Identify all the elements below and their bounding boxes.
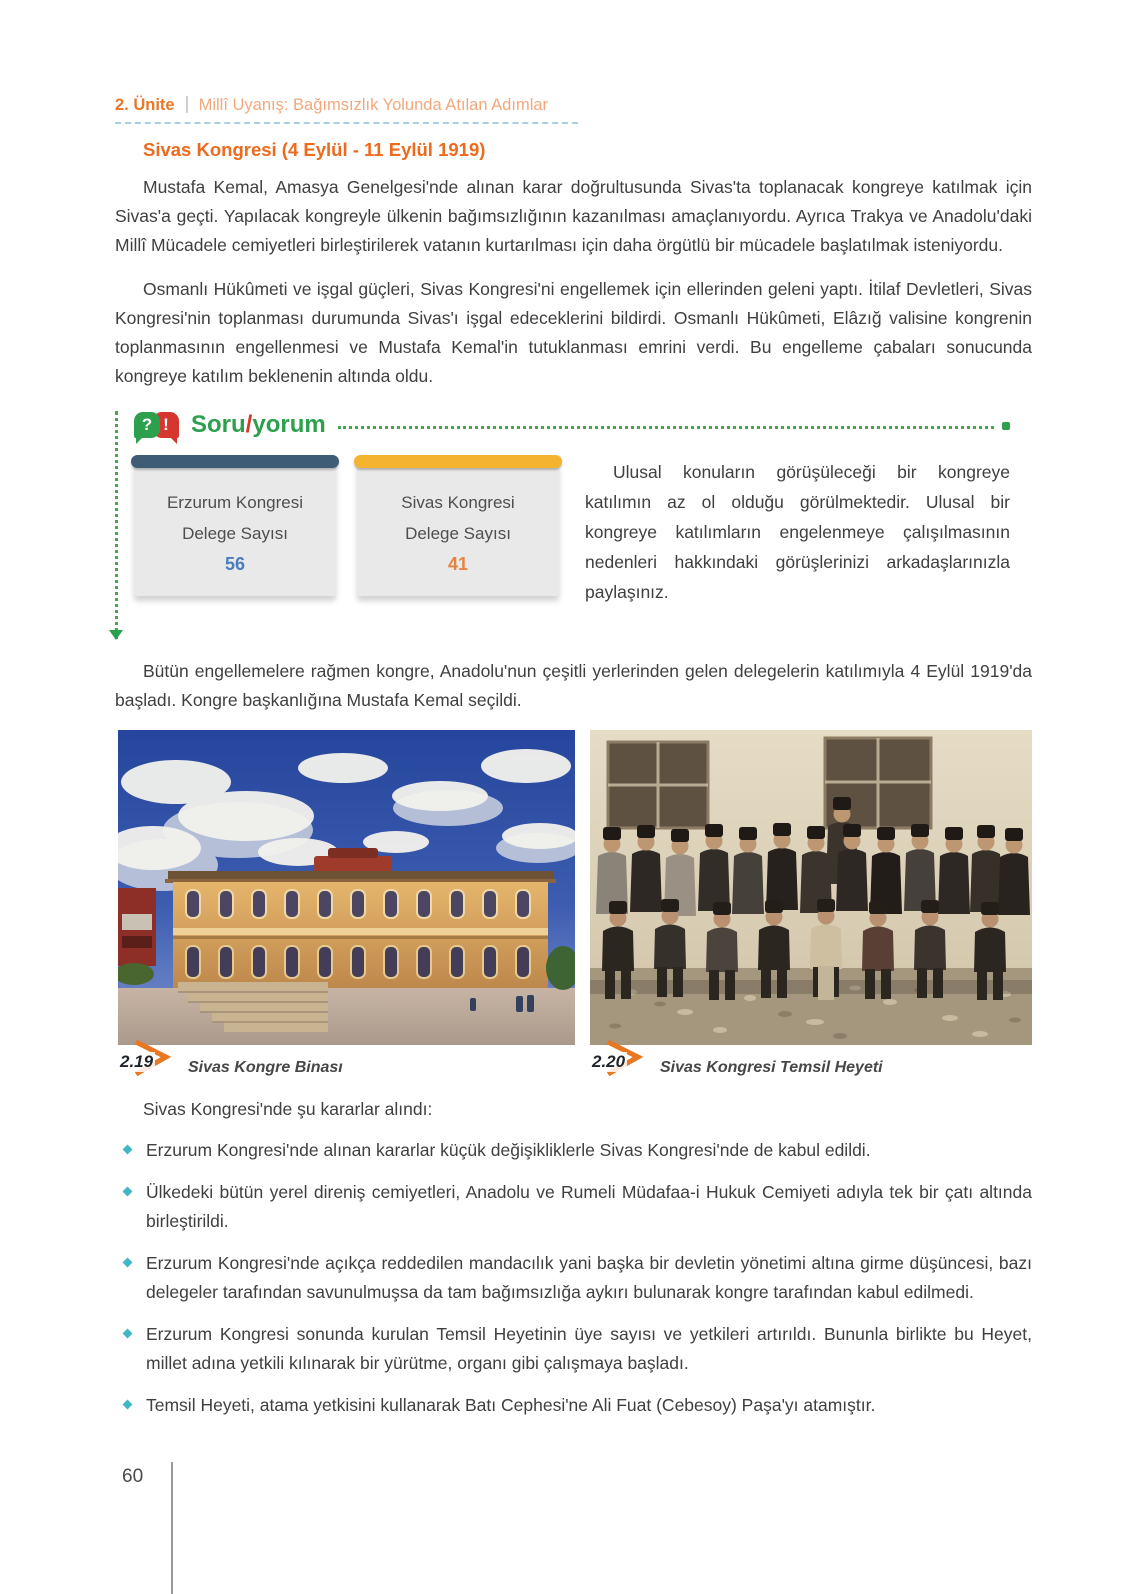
dotted-line-end-dot: [1002, 422, 1010, 430]
delegation-group-photo: [590, 730, 1032, 1045]
paragraph-1: Mustafa Kemal, Amasya Genelgesi'nde alınan karar doğrultusunda Sivas'ta toplanacak kongreye katılmak için Sivas'a geçti. Yapılacak kongreyle ülkenin bağımsızlığının kazanılması amaçlanıyordu. Ayrıca Trakya ve Anadolu'daki Millî Mücadele cemiyetleri birleştirilerek vatanın kurtarılması için daha örgütlü bir mücadele başlatılmak isteniyordu.: [115, 177, 1032, 255]
figure-caption-text: Sivas Kongresi Temsil Heyeti: [660, 1058, 883, 1076]
green-down-arrow-icon: [109, 630, 123, 647]
page-title: Sivas Kongresi (4 Eylül - 11 Eylül 1919): [143, 139, 486, 160]
bullet-diamond-icon: [123, 1257, 133, 1267]
congress-building-photo: [118, 730, 575, 1045]
card-line2: Delege Sayısı: [405, 524, 511, 543]
soru-yorum-title: Soru/yorum: [191, 411, 326, 438]
figure-number-badge: [590, 1038, 656, 1078]
figure-number-badge: [118, 1038, 184, 1078]
decisions-list: [115, 1136, 1032, 1420]
exclamation-bubble-icon: !: [153, 412, 179, 438]
card-line1: Erzurum Kongresi: [166, 493, 304, 512]
card-line1: Sivas Kongresi: [401, 493, 515, 512]
bullet-diamond-icon: [123, 1328, 133, 1338]
card-top-bar: [131, 455, 339, 468]
soru-yorum-box: [115, 411, 1010, 639]
delegate-cards: [134, 455, 559, 596]
delegate-count: 56: [224, 554, 246, 574]
unit-title: Millî Uyanış: Bağımsızlık Yolunda Atılan Adımlar: [198, 96, 549, 114]
erzurum-delegate-card: [134, 455, 336, 596]
figure-caption-text: Sivas Kongre Binası: [188, 1058, 343, 1076]
list-item: Temsil Heyeti, atama yetkisini kullanarak Batı Cephesi'ne Ali Fuat (Cebesoy) Paşa'yı atamıştır.: [115, 1391, 1032, 1420]
list-item: Erzurum Kongresi sonunda kurulan Temsil Heyetinin üye sayısı ve yetkileri artırıldı. Bununla birlikte bu Heyet, millet adına yetkili kılınarak bir yürütme, organı gibi çalışmaya başladı.: [115, 1320, 1032, 1378]
figure-congress-building: [118, 730, 575, 1085]
sivas-delegate-card: [357, 455, 559, 596]
list-item: Erzurum Kongresi'nde açıkça reddedilen mandacılık yani başka bir devletin yönetimi altına girme düşüncesi, bazı delegeler tarafından savunulmuşsa da tam bağımsızlığa aykırı bulunarak kongre tarafından kabul edilmedi.: [115, 1249, 1032, 1307]
figure-caption: [118, 1045, 575, 1085]
card-line2: Delege Sayısı: [182, 524, 288, 543]
page-number: 60: [122, 1466, 144, 1487]
figure-number: 2.20: [592, 1051, 626, 1071]
soru-yorum-body: [134, 455, 1010, 625]
question-bubble-icon: ?: [134, 412, 160, 438]
figure-caption: [590, 1045, 1032, 1085]
delegate-count: 41: [447, 554, 469, 574]
figure-number: 2.19: [120, 1051, 154, 1071]
page-content: [115, 94, 1032, 1433]
breadcrumb-divider: [186, 96, 188, 113]
paragraph-3: Bütün engellemelere rağmen kongre, Anadolu'nun çeşitli yerlerinden gelen delegelerin katılımıyla 4 Eylül 1919'da başladı. Kongre başkanlığına Mustafa Kemal seçildi.: [115, 660, 1032, 710]
bullet-diamond-icon: [123, 1399, 133, 1409]
list-item: Erzurum Kongresi'nde alınan kararlar küçük değişikliklerle Sivas Kongresi'nde de kabul edildi.: [115, 1136, 1032, 1165]
decisions-intro: Sivas Kongresi'nde şu kararlar alındı:: [143, 1098, 433, 1119]
card-top-bar: [354, 455, 562, 468]
paragraph-2: Osmanlı Hükûmeti ve işgal güçleri, Sivas Kongresi'ni engellemek için ellerinden geleni yaptı. İtilaf Devletleri, Sivas Kongresi'nin toplanması durumunda Sivas'ı işgal edeceklerini bildirdi. Osmanlı Hükûmeti, Elâzığ valisine kongrenin toplanmasının engellenmesi ve Mustafa Kemal'in tutuklanması emrini verdi. Bu engelleme çabaları sonucunda kongreye katılım beklenenin altında oldu.: [115, 279, 1032, 386]
bullet-diamond-icon: [123, 1186, 133, 1196]
soru-yorum-prompt: Ulusal konuların görüşüleceği bir kongreye katılımın az ol olduğu görülmektedir. Ulusal bir kongreye katılımların engelenmeye çalışılmasının nedenleri hakkındaki görüşlerinizi arkadaşlarınızla paylaşınız.: [585, 462, 1010, 602]
soru-yorum-header: [134, 411, 1010, 439]
figures-row: [118, 730, 1032, 1085]
footer-divider-line: [171, 1462, 173, 1594]
dotted-line: [338, 426, 994, 429]
figure-delegation-photo: [590, 730, 1032, 1085]
bullet-diamond-icon: [123, 1144, 133, 1154]
list-item: Ülkedeki bütün yerel direniş cemiyetleri, Anadolu ve Rumeli Müdafaa-i Hukuk Cemiyeti adıyla tek bir çatı altında birleştirildi.: [115, 1178, 1032, 1236]
breadcrumb: [115, 94, 578, 124]
unit-label: 2. Ünite: [115, 96, 175, 114]
